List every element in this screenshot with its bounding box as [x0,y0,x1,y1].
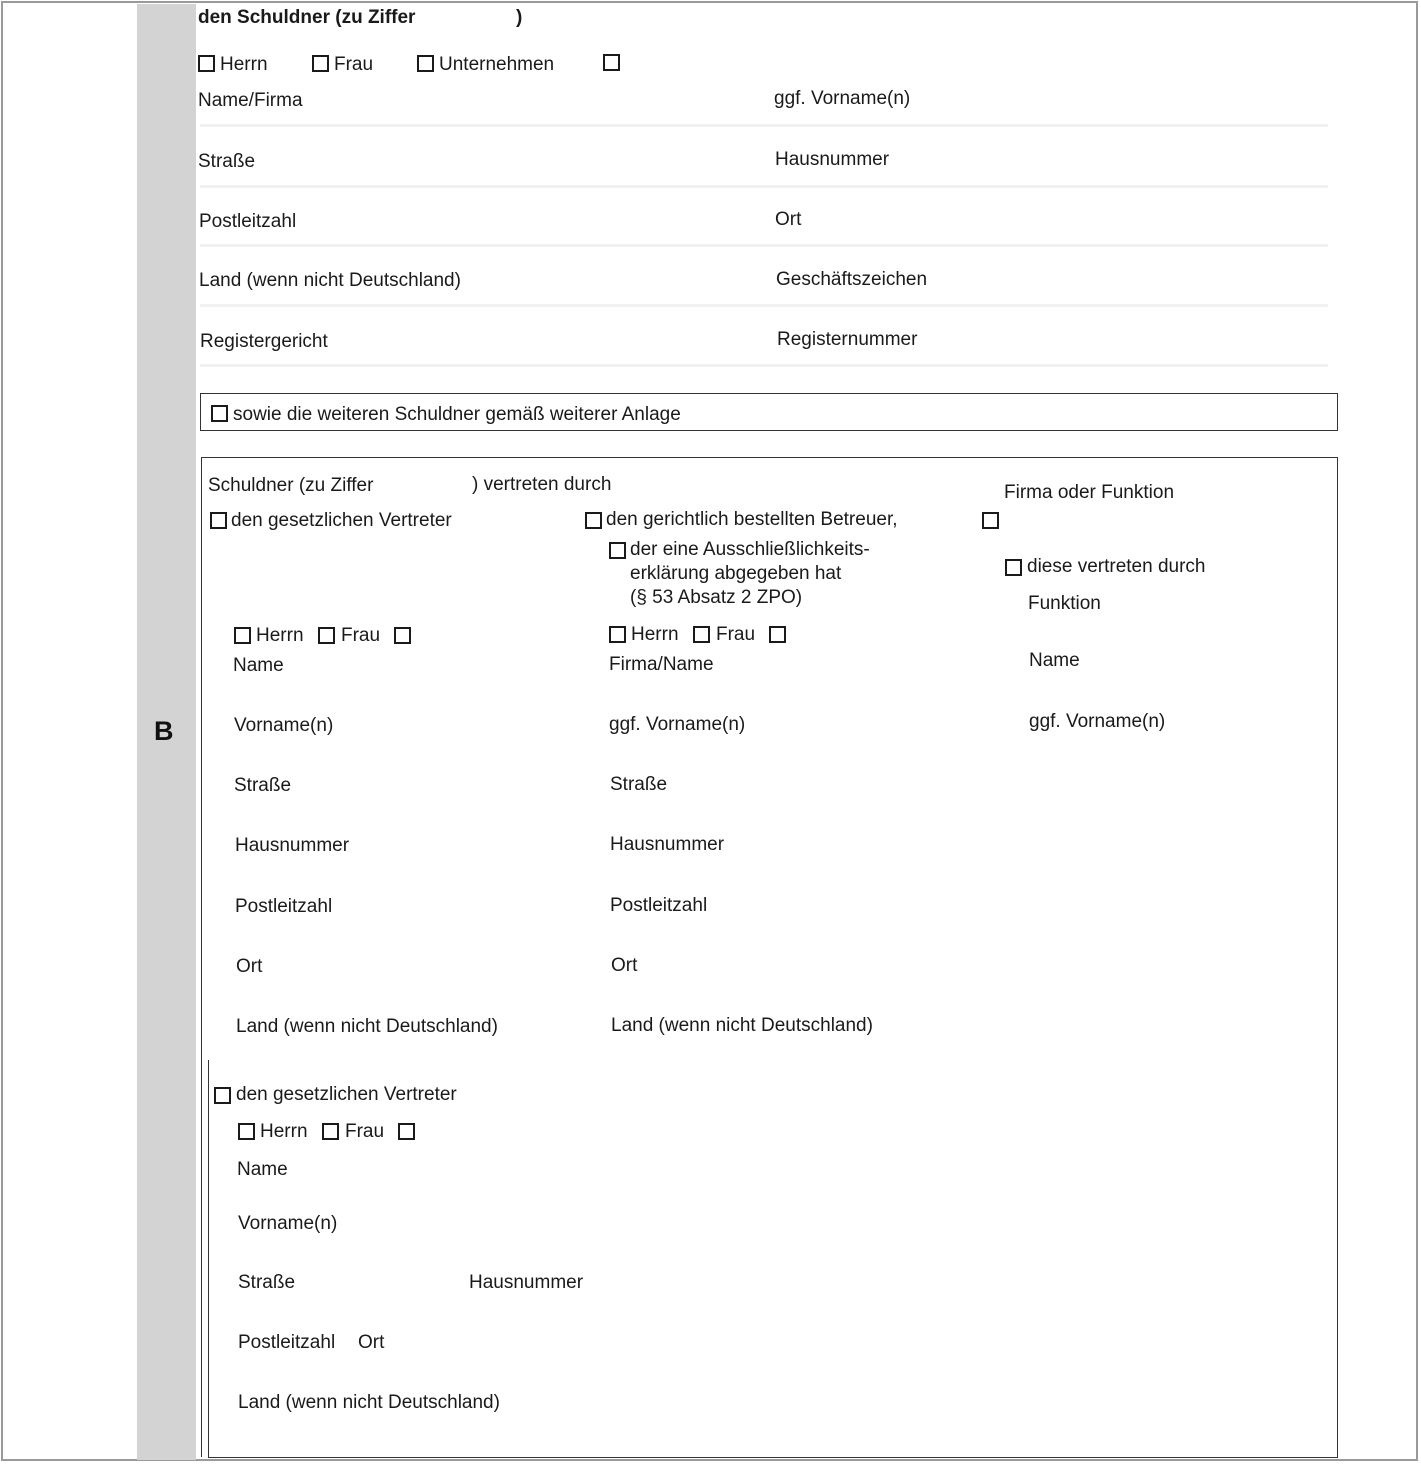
col2-herrn-checkbox[interactable] [609,626,626,643]
col1-other-checkbox[interactable] [394,627,411,644]
registergericht-label: Registergericht [200,331,328,352]
col3-name-label: Name [1029,650,1080,671]
rep2-other-checkbox[interactable] [398,1123,415,1140]
rep2-herrn-checkbox[interactable] [238,1123,255,1140]
rep2-hausnummer-label: Hausnummer [469,1272,584,1293]
col2-ort-label: Ort [611,955,638,976]
col1-vornamen-label: Vorname(n) [234,715,334,736]
rep2-plz-label: Postleitzahl [238,1332,336,1353]
ort-label: Ort [775,209,802,230]
strasse-field[interactable] [200,185,1328,188]
gesetzlicher-vertreter-checkbox[interactable] [210,512,227,529]
col2-land-label: Land (wenn nicht Deutschland) [611,1015,873,1036]
section-letter: B [154,716,174,746]
unternehmen-checkbox[interactable] [417,55,434,72]
col1-name-label: Name [233,655,284,676]
ausschliesslichkeit-label-2: erklärung abgegeben hat [630,563,842,584]
second-rep-label: den gesetzlichen Vertreter [236,1084,457,1105]
ausschliesslichkeit-checkbox[interactable] [609,542,626,559]
col2-frau-label: Frau [716,624,756,645]
name-firma-label: Name/Firma [198,90,303,111]
betreuer-label: den gerichtlich bestellten Betreuer, [606,509,898,530]
rep2-frau-label: Frau [345,1121,385,1142]
col1-strasse-label: Straße [234,775,292,796]
debtor-heading-close: ) [516,7,523,28]
registernummer-label: Registernummer [777,329,918,350]
col1-frau-label: Frau [341,625,381,646]
firma-funktion-heading: Firma oder Funktion [1004,482,1175,503]
further-debtors-checkbox[interactable] [211,405,228,422]
col2-vornamen-label: ggf. Vorname(n) [609,714,746,735]
rep-ziffer-field[interactable] [392,474,468,496]
further-debtors-label: sowie die weiteren Schuldner gemäß weiterer Anlage [233,404,681,425]
col1-herrn-label: Herrn [256,625,304,646]
diese-vertreten-checkbox[interactable] [1005,559,1022,576]
col1-ort-label: Ort [236,956,263,977]
vornamen-label: ggf. Vorname(n) [774,88,911,109]
register-field[interactable] [200,364,1328,367]
land-field[interactable] [200,304,1328,307]
col1-hausnummer-label: Hausnummer [235,835,350,856]
col1-frau-checkbox[interactable] [318,627,335,644]
second-rep-checkbox[interactable] [214,1087,231,1104]
col2-hausnummer-label: Hausnummer [610,834,725,855]
frau-checkbox[interactable] [312,55,329,72]
debtor-ziffer-field[interactable] [440,8,510,30]
betreuer-checkbox[interactable] [585,512,602,529]
rep2-name-label: Name [237,1159,288,1180]
other-salutation-checkbox[interactable] [603,54,620,71]
col1-plz-label: Postleitzahl [235,896,333,917]
plz-label: Postleitzahl [199,211,297,232]
rep2-herrn-label: Herrn [260,1121,308,1142]
rep2-strasse-label: Straße [238,1272,296,1293]
col2-plz-label: Postleitzahl [610,895,708,916]
frau-label: Frau [334,54,374,75]
rep-heading-end: ) vertreten durch [472,474,612,495]
strasse-label: Straße [198,151,256,172]
firma-funktion-checkbox[interactable] [982,512,999,529]
name-field[interactable] [200,124,1328,127]
rep-heading-start: Schuldner (zu Ziffer [208,475,374,496]
ausschliesslichkeit-label-3: (§ 53 Absatz 2 ZPO) [630,587,803,608]
land-label: Land (wenn nicht Deutschland) [199,270,461,291]
rep2-ort-label: Ort [358,1332,385,1353]
hausnummer-label: Hausnummer [775,149,890,170]
rep2-frau-checkbox[interactable] [322,1123,339,1140]
plz-field[interactable] [200,244,1328,247]
col2-herrn-label: Herrn [631,624,679,645]
unternehmen-label: Unternehmen [439,54,555,75]
col1-land-label: Land (wenn nicht Deutschland) [236,1016,498,1037]
herrn-label: Herrn [220,54,268,75]
col3-vornamen-label: ggf. Vorname(n) [1029,711,1166,732]
herrn-checkbox[interactable] [198,55,215,72]
col1-herrn-checkbox[interactable] [234,627,251,644]
col2-other-checkbox[interactable] [769,626,786,643]
col2-strasse-label: Straße [610,774,668,795]
diese-vertreten-label: diese vertreten durch [1027,556,1206,577]
debtor-heading: den Schuldner (zu Ziffer [198,7,416,28]
ausschliesslichkeit-label-1: der eine Ausschließlichkeits- [630,539,870,560]
gesetzlicher-vertreter-label: den gesetzlichen Vertreter [231,510,452,531]
rep2-land-label: Land (wenn nicht Deutschland) [238,1392,500,1413]
col2-frau-checkbox[interactable] [693,626,710,643]
col2-firma-name-label: Firma/Name [609,654,714,675]
geschaeftszeichen-label: Geschäftszeichen [776,269,928,290]
rep2-vornamen-label: Vorname(n) [238,1213,338,1234]
col3-funktion-label: Funktion [1028,593,1101,614]
